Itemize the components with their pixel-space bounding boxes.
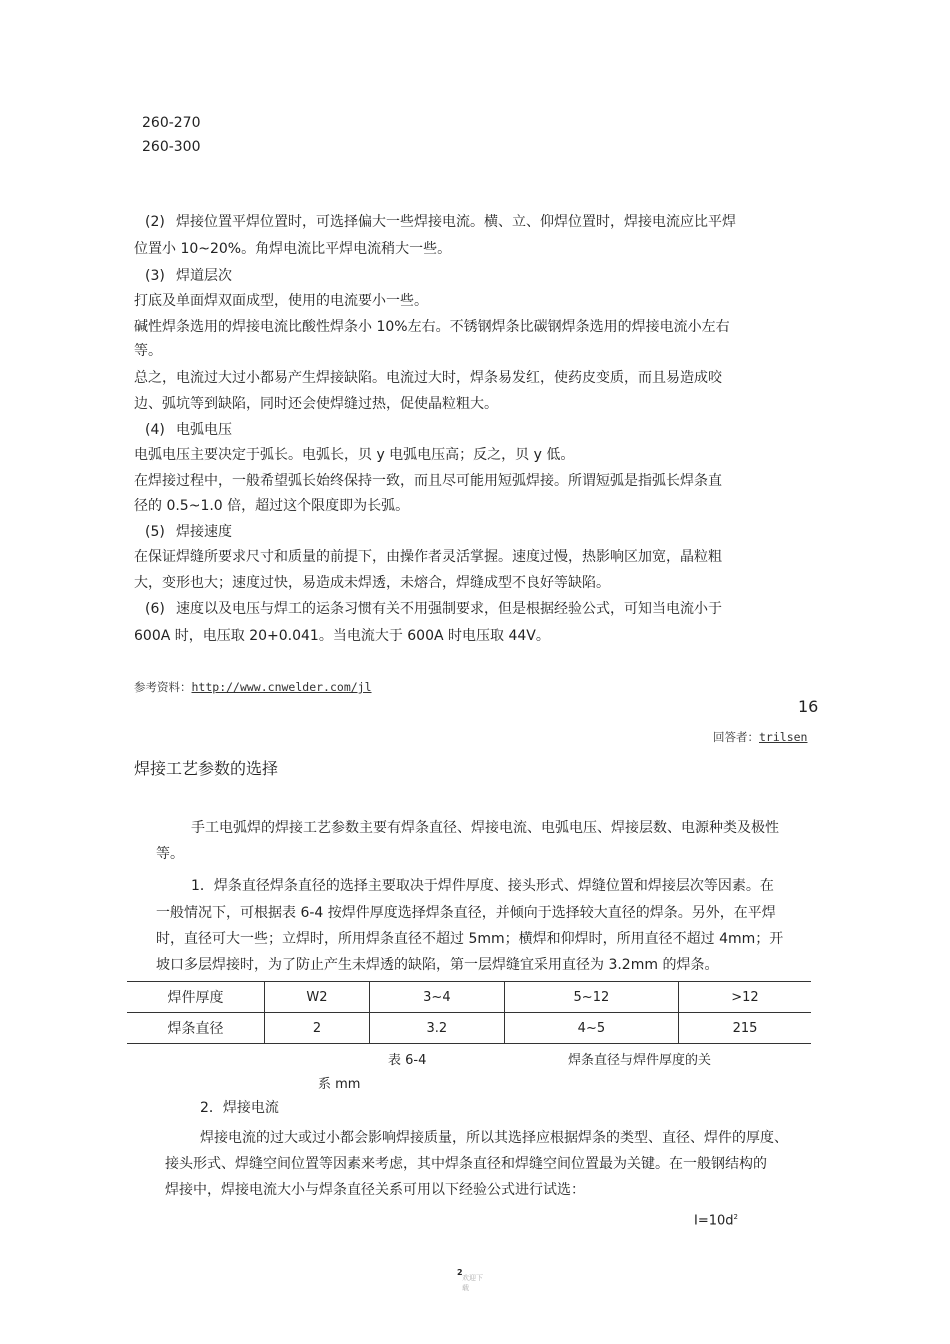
item-1-line-2: 一般情况下，可根据表 6-4 按焊件厚度选择焊条直径，并倾向于选择较大直径的焊条。另外，在平焊 <box>156 905 776 921</box>
para-4-line-3: 径的 0.5~1.0 倍，超过这个限度即为长弧。 <box>134 498 410 514</box>
reference-link[interactable]: http://www.cnwelder.com/jl <box>191 680 372 694</box>
para-6-number: (6) <box>145 601 165 617</box>
table-cell: 4~5 <box>504 1013 678 1044</box>
para-3-line-2: 碱性焊条选用的焊接电流比酸性焊条小 10%左右。不锈钢焊条比碳钢焊条选用的焊接电流小左右 <box>134 319 730 335</box>
answerer-line <box>713 729 807 745</box>
item-1-line-3: 时，直径可大一些；立焊时，所用焊条直径不超过 5mm；横焊和仰焊时，所用直径不超过 4mm；开 <box>156 931 784 947</box>
watermark-line-2: 载 <box>462 1284 469 1292</box>
para-6-line-2: 600A 时，电压取 20+0.041。当电流大于 600A 时电压取 44V。 <box>134 628 550 644</box>
page-number: 2 <box>457 1268 463 1277</box>
answerer-label: 回答者： <box>713 730 759 744</box>
para-6-line-1: 速度以及电压与焊工的运条习惯有关不用强制要求，但是根据经验公式，可知当电流小于 <box>176 601 722 617</box>
answer-count: 16 <box>798 697 819 716</box>
formula-main: I=10d <box>694 1213 734 1229</box>
diameter-table <box>127 981 811 1044</box>
para-4-line-2: 在焊接过程中，一般希望弧长始终保持一致，而且尽可能用短弧焊接。所谓短弧是指弧长焊条直 <box>134 473 722 489</box>
para-3-line-1: 打底及单面焊双面成型，使用的电流要小一些。 <box>134 293 428 309</box>
reference-line <box>134 679 372 695</box>
table-caption-title: 焊条直径与焊件厚度的关 <box>568 1053 712 1068</box>
formula <box>694 1213 738 1228</box>
table-row-header: 焊件厚度 <box>127 982 265 1013</box>
section-title: 焊接工艺参数的选择 <box>134 759 279 778</box>
para-5-line-2: 大，变形也大；速度过快，易造成未焊透，未熔合，焊缝成型不良好等缺陷。 <box>134 575 610 591</box>
para-4-title: 电弧电压 <box>176 422 232 438</box>
top-value-1: 260-270 <box>142 115 201 131</box>
item-1-line-4: 坡口多层焊接时，为了防止产生未焊透的缺陷，第一层焊缝宜采用直径为 3.2mm 的焊条。 <box>156 957 719 973</box>
answerer-name[interactable]: trilsen <box>759 730 808 744</box>
table-caption-number: 表 6-4 <box>388 1053 427 1068</box>
item-1-line-1: 1．焊条直径焊条直径的选择主要取决于焊件厚度、接头形式、焊缝位置和焊接层次等因素。在 <box>191 878 774 894</box>
para-5-number: (5) <box>145 524 165 540</box>
table-cell: >12 <box>678 982 811 1013</box>
item-2-line-2: 接头形式、焊缝空间位置等因素来考虑，其中焊条直径和焊缝空间位置最为关键。在一般钢结构的 <box>165 1156 767 1172</box>
table-caption-continued: 系 mm <box>318 1077 361 1092</box>
para-4-number: (4) <box>145 422 165 438</box>
para-3-title: 焊道层次 <box>176 268 232 284</box>
para-5-line-1: 在保证焊缝所要求尺寸和质量的前提下，由操作者灵活掌握。速度过慢，热影响区加宽，晶粒粗 <box>134 549 722 565</box>
table-cell: 2 <box>265 1013 370 1044</box>
para-3-line-3: 等。 <box>134 343 162 359</box>
table-row-header: 焊条直径 <box>127 1013 265 1044</box>
para-3-line-4: 总之，电流过大过小都易产生焊接缺陷。电流过大时，焊条易发红，使药皮变质，而且易造成咬 <box>134 370 722 386</box>
table-cell: 3.2 <box>369 1013 504 1044</box>
item-2-title: 2．焊接电流 <box>200 1100 279 1116</box>
para-2-line-1: 焊接位置平焊位置时，可选择偏大一些焊接电流。横、立、仰焊位置时，焊接电流应比平焊 <box>176 214 736 230</box>
para-4-line-1: 电弧电压主要决定于弧长。电弧长，贝 y 电弧电压高；反之，贝 y 低。 <box>134 447 575 463</box>
item-2-line-1: 焊接电流的过大或过小都会影响焊接质量，所以其选择应根据焊条的类型、直径、焊件的厚度、 <box>200 1130 788 1146</box>
intro-line-2: 等。 <box>156 846 184 862</box>
table-cell: 3~4 <box>369 982 504 1013</box>
table-row <box>127 1013 811 1044</box>
watermark-line-1: 欢迎下 <box>462 1274 483 1282</box>
table-cell: W2 <box>265 982 370 1013</box>
intro-line-1: 手工电弧焊的焊接工艺参数主要有焊条直径、焊接电流、电弧电压、焊接层数、电源种类及极性 <box>191 820 779 836</box>
para-5-title: 焊接速度 <box>176 524 232 540</box>
top-value-2: 260-300 <box>142 139 201 155</box>
para-2-number: (2) <box>145 214 165 230</box>
table-cell: 215 <box>678 1013 811 1044</box>
para-3-line-5: 边、弧坑等到缺陷，同时还会使焊缝过热，促使晶粒粗大。 <box>134 396 498 412</box>
para-3-number: (3) <box>145 268 165 284</box>
formula-exponent: 2 <box>733 1213 738 1221</box>
reference-label: 参考资料： <box>134 680 192 694</box>
item-2-line-3: 焊接中，焊接电流大小与焊条直径关系可用以下经验公式进行试选： <box>165 1182 585 1198</box>
table-row <box>127 982 811 1013</box>
table-cell: 5~12 <box>504 982 678 1013</box>
para-2-line-2: 位置小 10~20%。角焊电流比平焊电流稍大一些。 <box>134 241 452 257</box>
